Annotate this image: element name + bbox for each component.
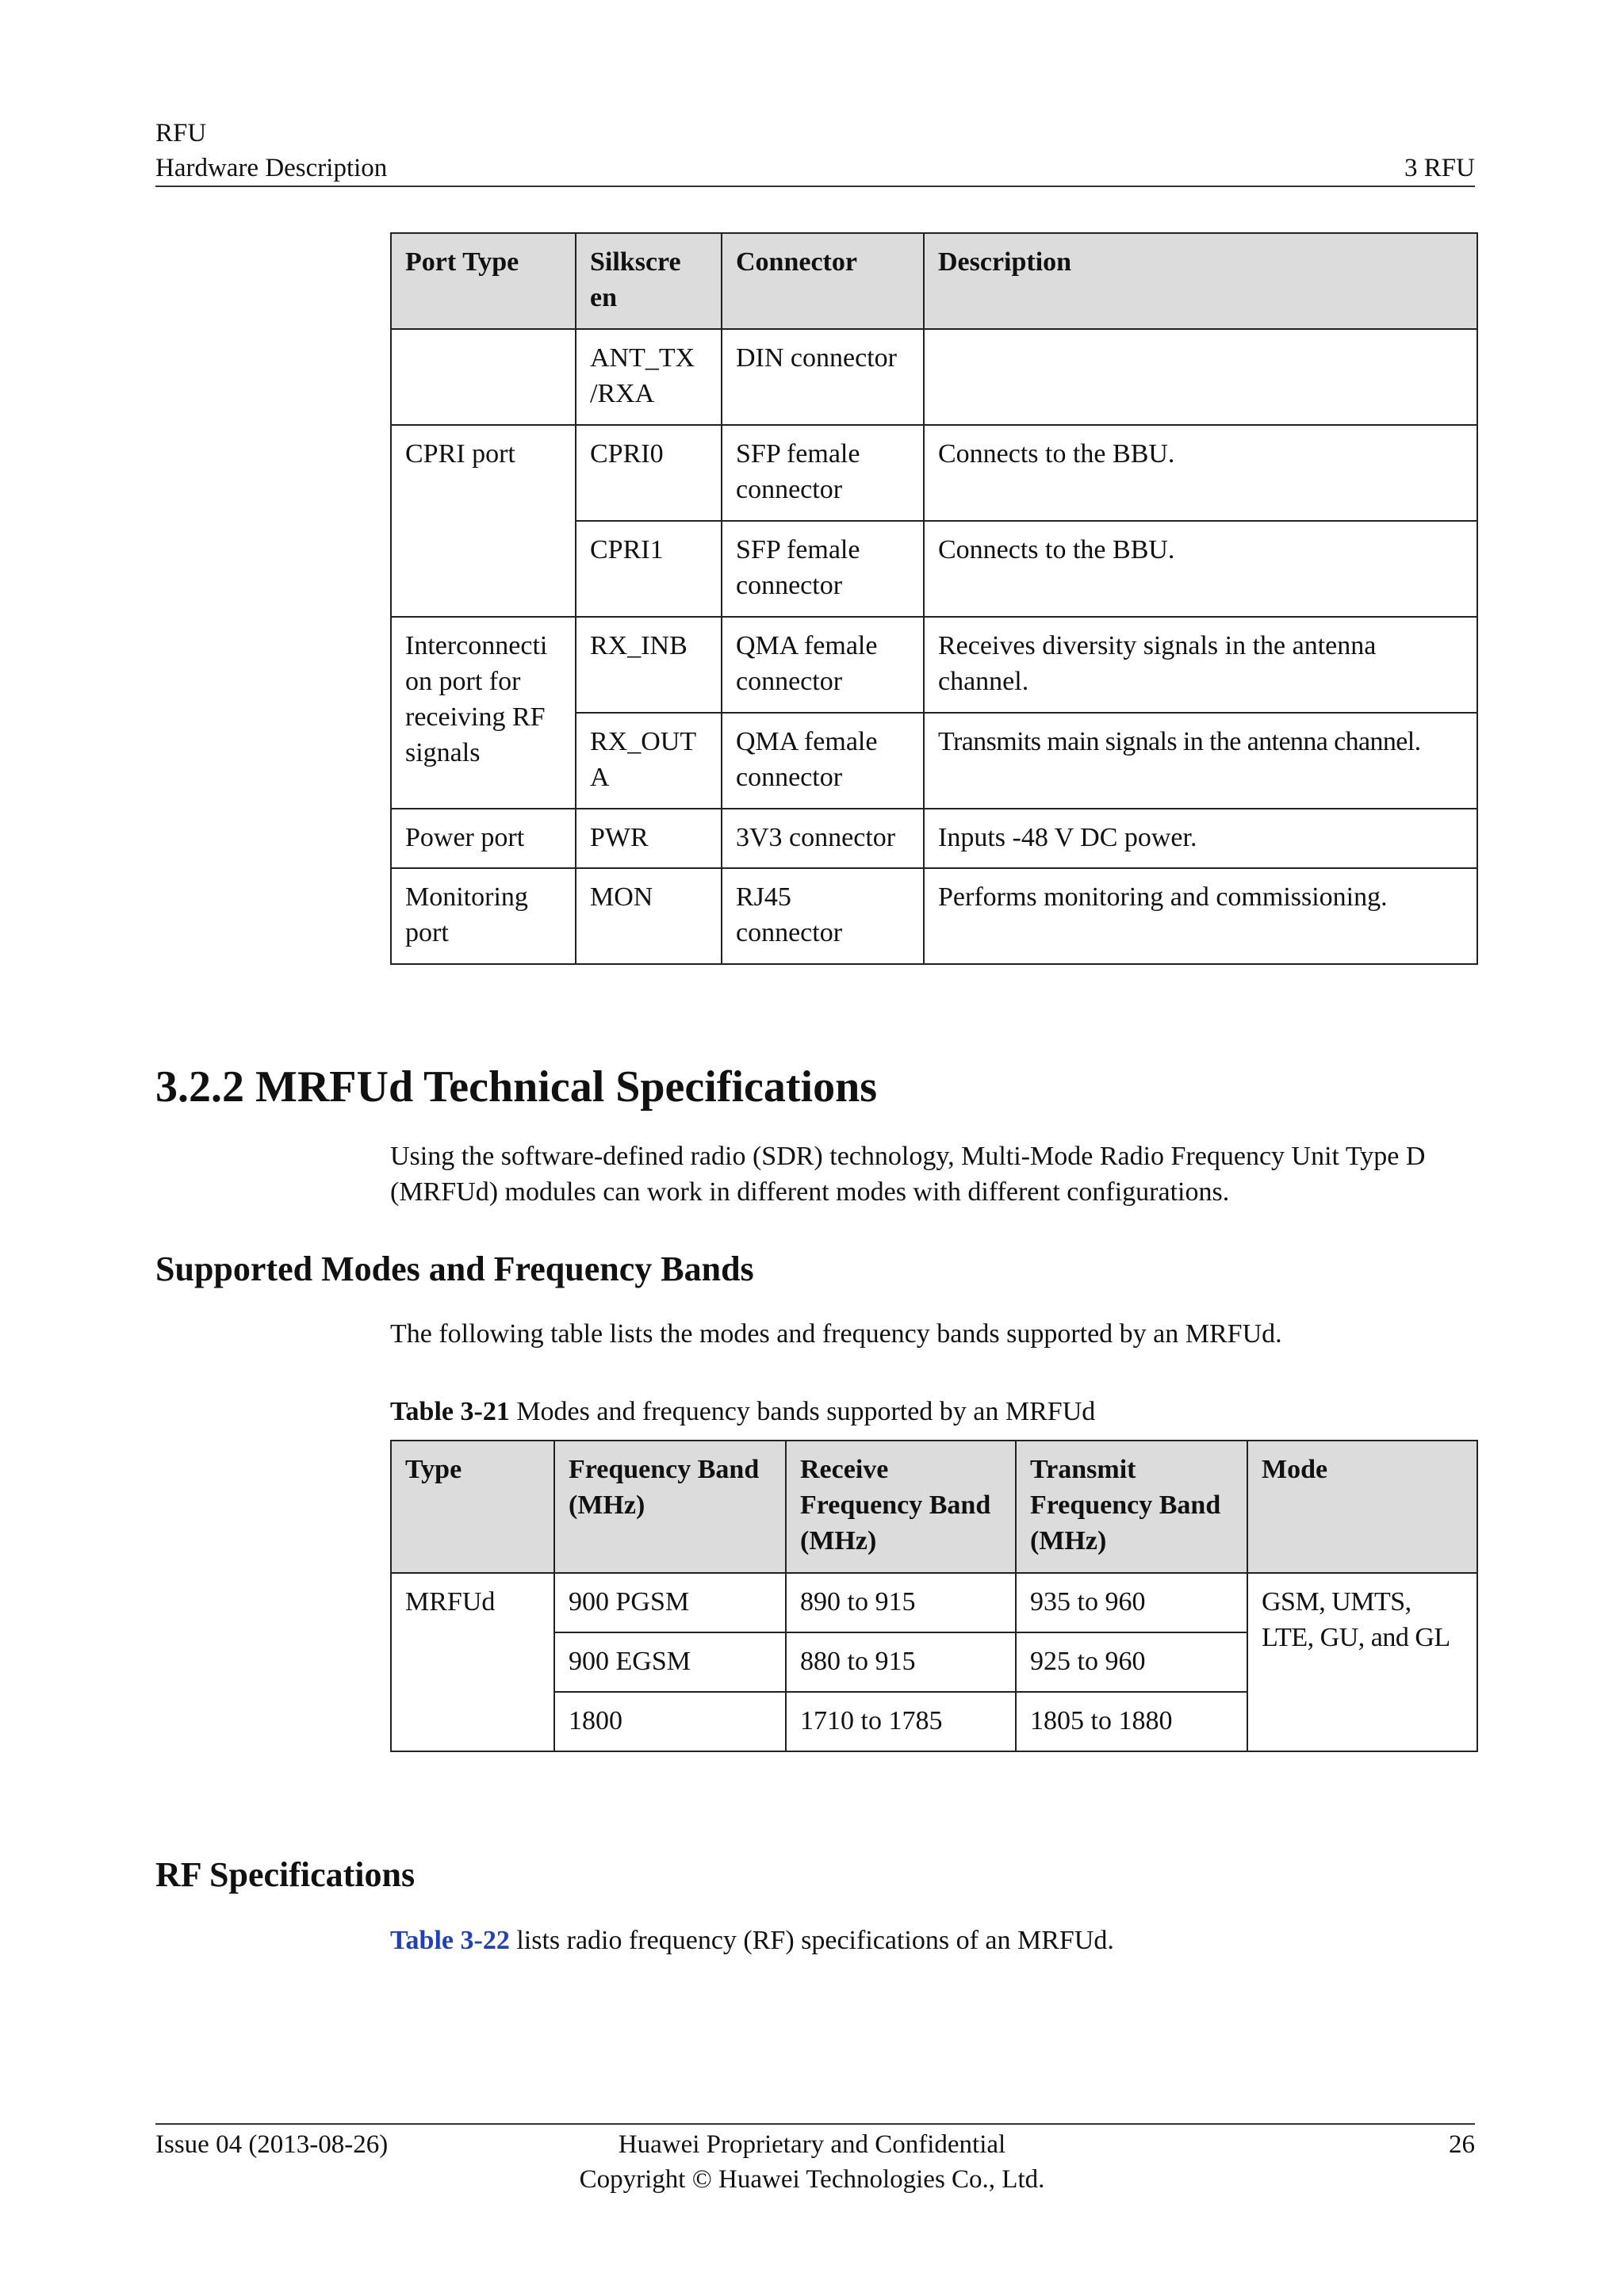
rf-intro-text: lists radio frequency (RF) specifications of an MRFUd.: [509, 1926, 1114, 1955]
cell-description: Performs monitoring and commissioning.: [924, 868, 1477, 964]
rf-heading: RF Specifications: [155, 1855, 416, 1894]
cell-port: CPRI port: [391, 425, 576, 617]
cell-connector: RJ45 connector: [722, 868, 924, 964]
footer-copyright: Copyright © Huawei Technologies Co., Ltd.: [579, 2165, 1045, 2194]
cell-silkscreen: CPRI1: [576, 521, 722, 617]
port-table-header: [391, 233, 1477, 329]
header-rule: [155, 186, 1475, 187]
modes-table: [390, 1440, 1478, 1752]
col-transmit-band: Transmit Frequency Band (MHz): [1016, 1441, 1247, 1573]
cell-band: 900 PGSM: [554, 1573, 786, 1632]
cell-description: Connects to the BBU.: [924, 425, 1477, 521]
rf-intro: [390, 1923, 1114, 1958]
footer-issue: Issue 04 (2013-08-26): [155, 2130, 389, 2159]
col-connector: Connector: [722, 233, 924, 329]
cell-connector: SFP female connector: [722, 521, 924, 617]
col-mode: Mode: [1247, 1441, 1477, 1573]
cell-silkscreen: MON: [576, 868, 722, 964]
table-row: [391, 617, 1477, 713]
table-3-22-link[interactable]: Table 3-22: [390, 1926, 510, 1955]
header-product: RFU: [155, 119, 207, 147]
cell-description: Connects to the BBU.: [924, 521, 1477, 617]
cell-connector: DIN connector: [722, 329, 924, 425]
cell-rx: 880 to 915: [786, 1632, 1016, 1692]
caption-text: Modes and frequency bands supported by an MRFUd: [509, 1397, 1096, 1426]
cell-silkscreen: CPRI0: [576, 425, 722, 521]
table-row: [391, 1573, 1477, 1632]
header-chapter: 3 RFU: [1404, 154, 1475, 182]
cell-silkscreen: PWR: [576, 809, 722, 868]
col-silkscreen: Silkscre en: [576, 233, 722, 329]
cell-connector: QMA female connector: [722, 713, 924, 809]
modes-intro: The following table lists the modes and frequency bands supported by an MRFUd.: [390, 1319, 1282, 1349]
cell-silkscreen: RX_OUT A: [576, 713, 722, 809]
col-description: Description: [924, 233, 1477, 329]
table-caption: [390, 1394, 1095, 1429]
cell-silkscreen: ANT_TX /RXA: [576, 329, 722, 425]
footer-page-number: 26: [1449, 2130, 1475, 2159]
col-type: Type: [391, 1441, 554, 1573]
table-row: [391, 329, 1477, 425]
col-port-type: Port Type: [391, 233, 576, 329]
modes-heading: Supported Modes and Frequency Bands: [155, 1249, 754, 1288]
cell-description: Inputs -48 V DC power.: [924, 809, 1477, 868]
cell-silkscreen: RX_INB: [576, 617, 722, 713]
cell-port: Power port: [391, 809, 576, 868]
cell-connector: 3V3 connector: [722, 809, 924, 868]
cell-port: Monitoring port: [391, 868, 576, 964]
cell-port: [391, 329, 576, 425]
cell-rx: 890 to 915: [786, 1573, 1016, 1632]
section-intro: Using the software-defined radio (SDR) technology, Multi-Mode Radio Frequency Unit Type D (MRFUd) modules can work in different modes with different configurations.: [390, 1142, 1426, 1207]
col-frequency-band: Frequency Band (MHz): [554, 1441, 786, 1573]
cell-description: [924, 329, 1477, 425]
table-row: [391, 809, 1477, 868]
footer-confidential: Huawei Proprietary and Confidential: [618, 2130, 1006, 2159]
cell-band: 1800: [554, 1692, 786, 1751]
cell-description: Transmits main signals in the antenna channel.: [924, 713, 1477, 809]
modes-table-header: [391, 1441, 1477, 1573]
cell-connector: SFP female connector: [722, 425, 924, 521]
col-receive-band: Receive Frequency Band (MHz): [786, 1441, 1016, 1573]
cell-port: Interconnecti on port for receiving RF signals: [391, 617, 576, 809]
cell-description: Receives diversity signals in the antenna channel.: [924, 617, 1477, 713]
cell-tx: 935 to 960: [1016, 1573, 1247, 1632]
cell-tx: 1805 to 1880: [1016, 1692, 1247, 1751]
port-table: [390, 232, 1478, 965]
caption-label: Table 3-21: [390, 1397, 510, 1426]
cell-band: 900 EGSM: [554, 1632, 786, 1692]
footer-rule: [155, 2123, 1475, 2125]
table-row: [391, 868, 1477, 964]
section-title: 3.2.2 MRFUd Technical Specifications: [155, 1062, 878, 1112]
cell-tx: 925 to 960: [1016, 1632, 1247, 1692]
cell-mode: GSM, UMTS, LTE, GU, and GL: [1247, 1573, 1477, 1751]
cell-rx: 1710 to 1785: [786, 1692, 1016, 1751]
cell-connector: QMA female connector: [722, 617, 924, 713]
header-doc-title: Hardware Description: [155, 154, 388, 182]
cell-type: MRFUd: [391, 1573, 554, 1751]
table-row: [391, 425, 1477, 521]
